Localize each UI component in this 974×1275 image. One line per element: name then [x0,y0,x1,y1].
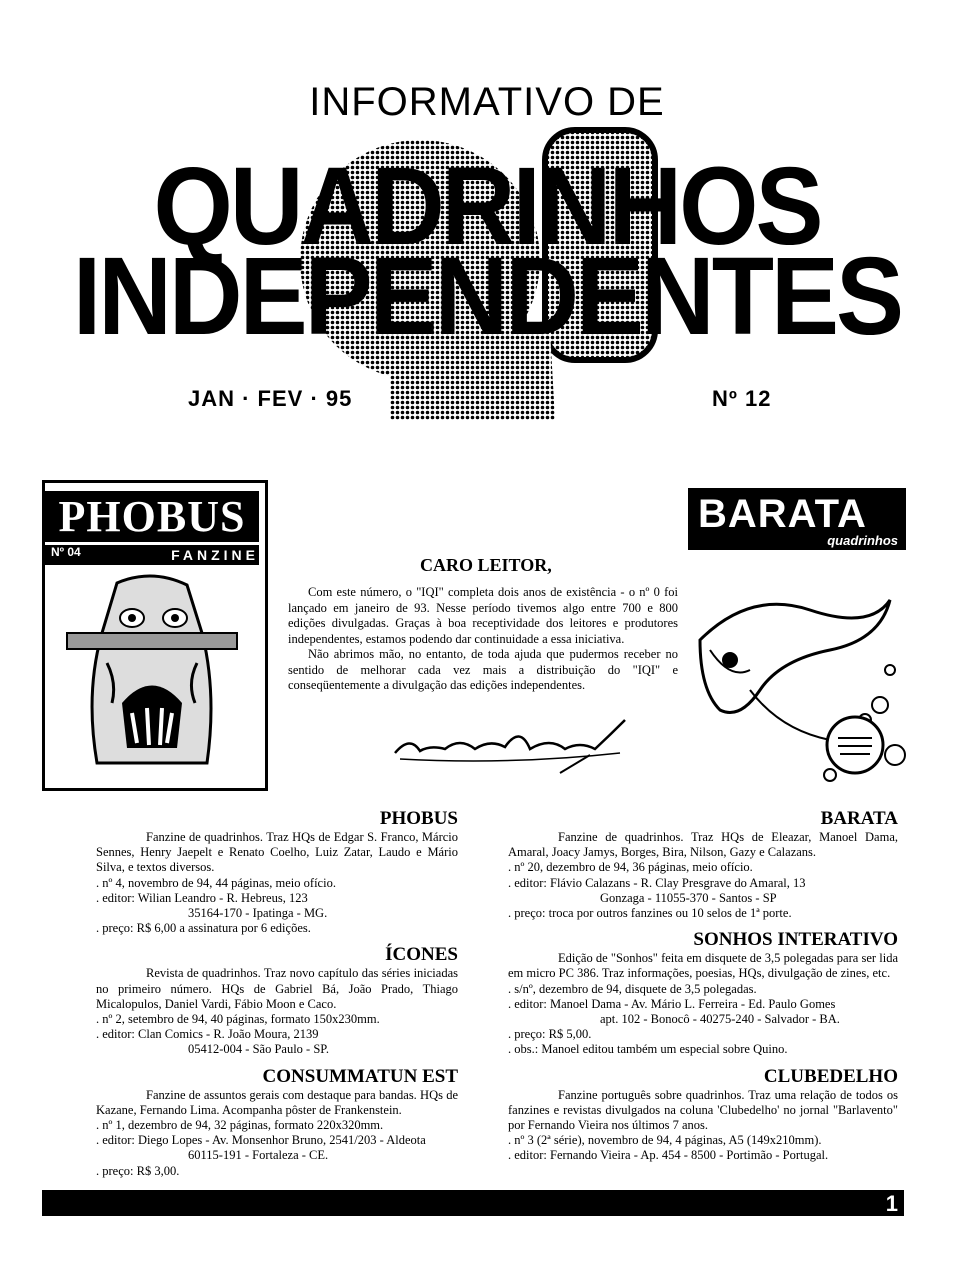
right-column [508,808,898,1164]
entry-description: Fanzine português sobre quadrinhos. Traz uma relação de todos os fanzines e revistas divulgados na coluna 'Clubedelho' no jornal "Barlavento" por Fernando Vieira nos últimos 7 anos. [508,1087,898,1133]
entry-line: . editor: Flávio Calazans - R. Clay Presgrave do Amaral, 13 [508,875,806,890]
barata-logo-title: BARATA [698,492,867,536]
entry-description: Edição de "Sonhos" feita em disquete de 3,5 polegadas para ser lida em micro PC 386. Traz informações, poesias, HQs, divulgação de zines, etc. [508,951,898,981]
signature-icon [390,715,630,775]
editorial-title: CARO LEITOR, [420,555,552,575]
entry-title: PHOBUS [379,808,458,829]
masthead-line2: INDEPENDENTES [72,234,902,358]
entry-line: . preço: R$ 3,00. [96,1163,180,1178]
entry-description: Fanzine de quadrinhos. Traz HQs de Eleazar, Manoel Dama, Amaral, Joacy Jamys, Borges, Bira, Nilson, Gazy e Calazans. [508,830,898,860]
entry-title: CONSUMMATUN EST [262,1065,458,1087]
entry-line: . nº 3 (2ª série), novembro de 94, 4 páginas, A5 (149x210mm). [508,1133,822,1148]
entry-line: 05412-004 - São Paulo - SP. [188,1042,329,1057]
editorial-paragraph: Com este número, o "IQI" completa dois anos de existência - o nº 0 foi lançado em janeiro de 93. Nesse período tivemos algo entre 700 e 800 edições divulgadas. Graças à boa receptividade dos leitores e produtores independentes, estamos podendo dar continuidade a essa iniciativa. [288,585,678,646]
entry-line: . obs.: Manoel editou também um especial sobre Quino. [508,1042,788,1057]
phobus-cover-title: PHOBUS [45,491,259,542]
entry-line: . preço: troca por outros fanzines ou 10 selos de 1ª porte. [508,906,792,921]
entry-title: CLUBEDELHO [763,1065,898,1087]
mermaid-illustration-icon [690,580,910,790]
entry-clubedelho [508,1066,898,1164]
entry-title: SONHOS INTERATIVO [693,929,898,951]
barata-logo [688,488,906,550]
entry-barata [508,808,898,921]
issue-date: JAN · FEV · 95 [188,386,353,411]
entry-title: ÍCONES [385,944,458,966]
entry-title: BARATA [820,808,898,829]
entry-phobus [96,808,458,936]
phobus-cover [42,480,268,791]
entry-icones [96,944,458,1057]
entry-line: . nº 2, setembro de 94, 40 páginas, formato 150x230mm. [96,1012,380,1027]
entry-line: . nº 20, dezembro de 94, 36 páginas, meio ofício. [508,860,753,875]
entry-consummatun [96,1066,458,1179]
entry-line: . editor: Diego Lopes - Av. Monsenhor Bruno, 2541/203 - Aldeota [96,1133,426,1148]
masthead-kicker: INFORMATIVO DE [309,80,665,124]
phobus-cover-sub: FANZINE [45,545,259,565]
entry-line: . preço: R$ 5,00. [508,1027,592,1042]
entry-line: . editor: Fernando Vieira - Ap. 454 - 8500 - Portimão - Portugal. [508,1148,829,1163]
phobus-cover-number: Nº 04 [51,545,81,559]
entry-line: . editor: Wilian Leandro - R. Hebreus, 123 [96,890,308,905]
entry-line: . s/nº, dezembro de 94, disquete de 3,5 polegadas. [508,981,757,996]
page-number: 1 [885,1191,898,1216]
entry-line: . nº 1, dezembro de 94, 32 páginas, formato 220x320mm. [96,1118,384,1133]
entry-line: . preço: R$ 6,00 a assinatura por 6 edições. [96,921,311,936]
entry-description: Fanzine de assuntos gerais com destaque para bandas. HQs de Kazane, Fernando Lima. Acompanha pôster de Frankenstein. [96,1087,458,1117]
footer-bar [42,1190,904,1216]
entry-line: . editor: Clan Comics - R. João Moura, 2139 [96,1027,319,1042]
entry-line: Gonzaga - 11055-370 - Santos - SP [600,890,777,905]
entry-line: apt. 102 - Bonocô - 40275-240 - Salvador - BA. [600,1012,840,1027]
monster-illustration-icon [57,573,247,773]
masthead-line1: QUADRINHOS [153,144,821,268]
entry-line: 60115-191 - Fortaleza - CE. [188,1148,329,1163]
editorial-paragraph: Não abrimos mão, no entanto, de toda ajuda que pudermos receber no sentido de melhorar cada vez mais a distribuição do "IQI" e conseqüentemente a divulgação das edições independentes. [288,647,678,692]
issue-number: Nº 12 [712,386,772,411]
entry-sonhos [508,929,898,1057]
entry-line: . nº 4, novembro de 94, 44 páginas, meio ofício. [96,875,336,890]
entry-description: Revista de quadrinhos. Traz novo capítulo das séries iniciadas no primeiro número. HQs de Gabriel Bá, João Prado, Thiago Micalopulos, Daniel Vardi, Fábio Moon e Caco. [96,966,458,1011]
entry-line: 35164-170 - Ipatinga - MG. [188,906,328,921]
entry-description: Fanzine de quadrinhos. Traz HQs de Edgar S. Franco, Márcio Sennes, Henry Jaepelt e Renato Coelho, Luiz Zatar, Laudo e Mário Silva, e textos diversos. [96,830,458,875]
barata-logo-sub: quadrinhos [827,533,898,548]
left-column [96,808,458,1179]
editorial-text [288,585,678,694]
entry-line: . editor: Manoel Dama - Av. Mário L. Ferreira - Ed. Paulo Gomes [508,996,836,1011]
